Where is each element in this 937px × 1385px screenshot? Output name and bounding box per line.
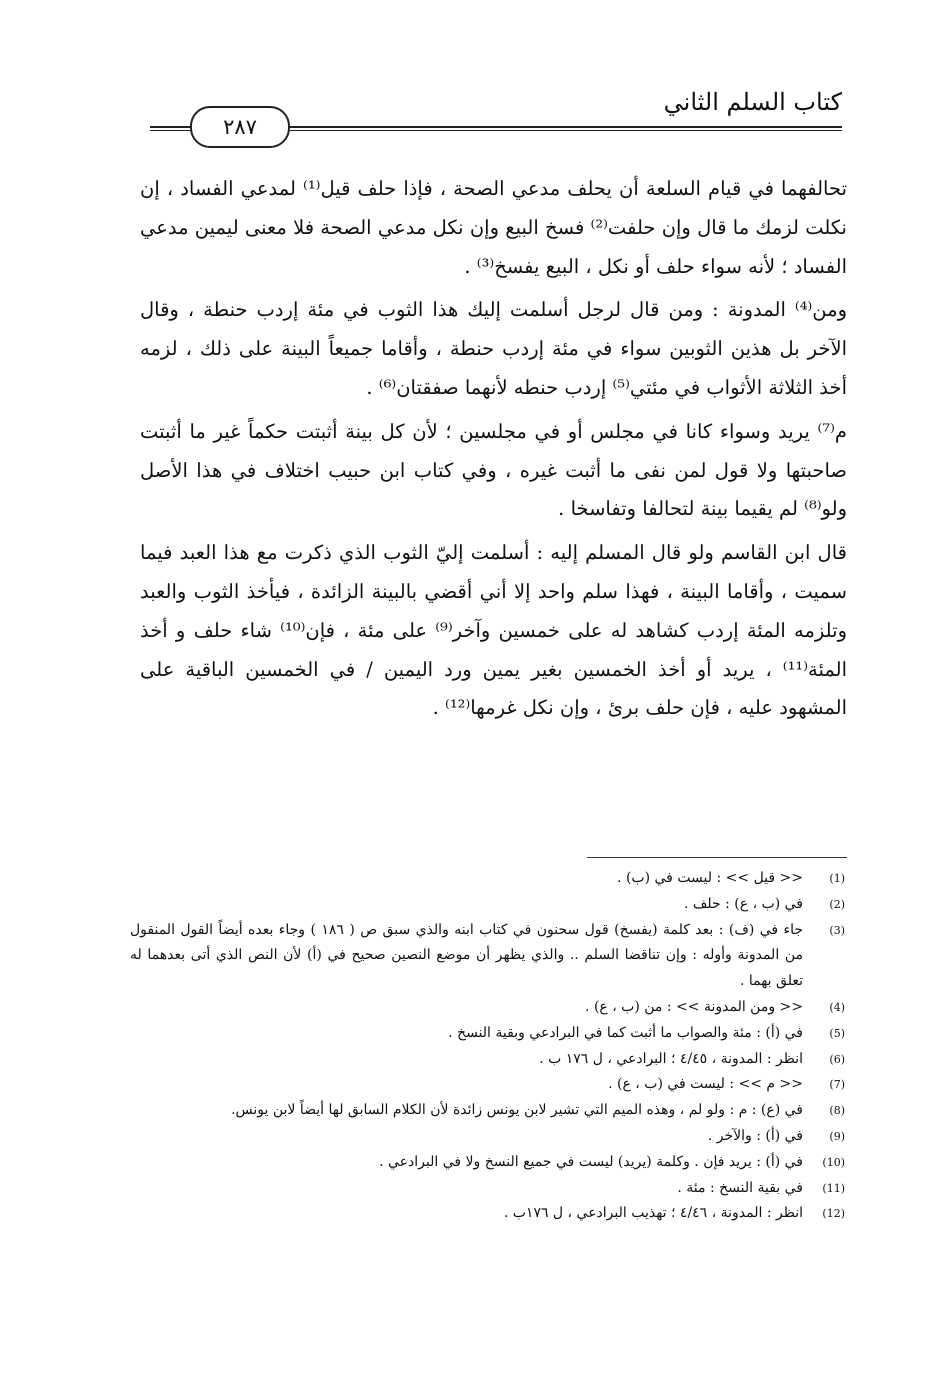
page-number: ٢٨٧ <box>223 115 257 139</box>
page-number-badge <box>190 106 290 148</box>
footnote <box>130 1098 845 1124</box>
footnote-text: انظر : المدونة ، ٤/٤٦ ؛ تهذيب البرادعي ، ل ١٧٦ب . <box>503 1205 803 1222</box>
footnote <box>130 892 845 918</box>
footnote-number: (2) <box>829 897 845 911</box>
paragraph: م⁽⁷⁾ يريد وسواء كانا في مجلس أو في مجلسين ؛ لأن كل بينة أثبتت حكماً غير ما أثبتت صاحبتها ولا قول لمن نفى ما أثبت غيره ، وفي كتاب ابن حبيب اختلاف في هذا الأصل ولو⁽⁸⁾ لم يقيما بينة لتحالفا وتفاسخا . <box>140 419 847 521</box>
footnote-number: (4) <box>829 1000 845 1014</box>
footnote <box>130 1201 845 1227</box>
footnote <box>130 866 845 892</box>
footnote-number: (6) <box>829 1052 845 1066</box>
book-title: كتاب السلم الثاني <box>663 88 842 116</box>
footnote-text: في (ع) : م : ولو لم ، وهذه الميم التي تشير لابن يونس زائدة لأن الكلام السابق لها أيضاً لابن يونس. <box>231 1102 803 1119</box>
page-header <box>150 78 842 148</box>
header-rule-left-thin <box>150 130 192 131</box>
footnote-number: (1) <box>829 872 845 885</box>
footnote-text: في (أ) : يريد فإن . وكلمة (يريد) ليست في جميع النسخ ولا في البرادعي . <box>379 1153 803 1170</box>
header-rule-thin <box>290 130 842 131</box>
footnote-number: (9) <box>829 1129 845 1143</box>
header-rule <box>290 126 842 128</box>
footnote-text: في بقية النسخ : مئة . <box>677 1179 803 1196</box>
main-text <box>140 170 847 728</box>
footnote-text: جاء في (ف) : بعد كلمة (يفسخ) قول سحنون في كتاب ابنه والذي سبق ص ( ١٨٦ ) وجاء بعده أيضاً القول المنقول من المدونة وأوله : وإن تناقضا السلم .. والذي يظهر أن موضع النصين صحيح في (أ) لأن النص الذي أتى بعدهما له تعلق بهما . <box>130 921 803 990</box>
footnote-text: في (أ) : مئة والصواب ما أثبت كما في البرادعي وبقية النسخ . <box>448 1024 803 1041</box>
footnote-number: (10) <box>822 1155 845 1169</box>
footnote-number: (7) <box>829 1078 845 1092</box>
footnote-text: في (أ) : والآخر . <box>707 1127 803 1144</box>
footnote <box>130 1176 845 1202</box>
footnote <box>130 1072 845 1098</box>
footnote-separator <box>587 857 847 858</box>
footnote <box>130 1124 845 1150</box>
footnotes <box>130 866 845 1227</box>
footnote-number: (8) <box>829 1104 845 1118</box>
paragraph: تحالفهما في قيام السلعة أن يحلف مدعي الصحة ، فإذا حلف قيل⁽¹⁾ لمدعي الفساد ، إن نكلت لزمك ما قال وإن حلفت⁽²⁾ فسخ البيع وإن نكل مدعي الصحة فلا معنى ليمين مدعي الفساد ؛ لأنه سواء حلف أو نكل ، البيع يفسخ⁽³⁾ . <box>140 177 848 278</box>
footnote-text: << م >> : ليست في (ب ، ع) . <box>608 1076 803 1093</box>
footnote-text: انظر : المدونة ، ٤/٤٥ ؛ البرادعي ، ل ١٧٦ ب . <box>539 1050 803 1067</box>
footnote-number: (12) <box>822 1207 845 1221</box>
footnote <box>130 1047 845 1073</box>
footnote <box>130 1021 845 1047</box>
footnote-number: (3) <box>829 923 845 937</box>
footnote-text: << قيل >> : ليست في (ب) . <box>617 870 803 886</box>
paragraph: ومن⁽⁴⁾ المدونة : ومن قال لرجل أسلمت إليك هذا الثوب في مئة إردب حنطة ، وقال الآخر بل هذين الثوبين سواء في مئة إردب حنطة ، وأقاما جميعاً البينة على ذلك ، لزمه أخذ الثلاثة الأثواب في مئتي⁽⁵⁾ إردب حنطه لأنهما صفقتان⁽⁶⁾ . <box>140 298 847 399</box>
footnote <box>130 918 845 995</box>
footnote <box>130 995 845 1021</box>
footnote-number: (5) <box>829 1026 845 1040</box>
footnote-text: في (ب ، ع) : حلف . <box>684 895 803 912</box>
footnote-text: << ومن المدونة >> : من (ب ، ع) . <box>585 998 803 1015</box>
footnote <box>130 1150 845 1176</box>
header-rule-left <box>150 126 192 128</box>
paragraph: قال ابن القاسم ولو قال المسلم إليه : أسلمت إليّ الثوب الذي ذكرت مع هذا العبد فيما سميت ، وأقاما البينة ، فهذا سلم واحد إلا أني أقضي بالبينة الزائدة ، فيأخذ الثوب والعبد وتلزمه المئة إردب كشاهد له على خمسين وآخر⁽⁹⁾ على مئة ، فإن⁽¹⁰⁾ شاء حلف و أخذ المئة⁽¹¹⁾ ، يريد أو أخذ الخمسين بغير يمين ورد اليمين / في الخمسين الباقية على المشهود عليه ، فإن حلف برئ ، وإن نكل غرمها⁽¹²⁾ . <box>140 541 847 720</box>
footnote-number: (11) <box>822 1181 845 1195</box>
